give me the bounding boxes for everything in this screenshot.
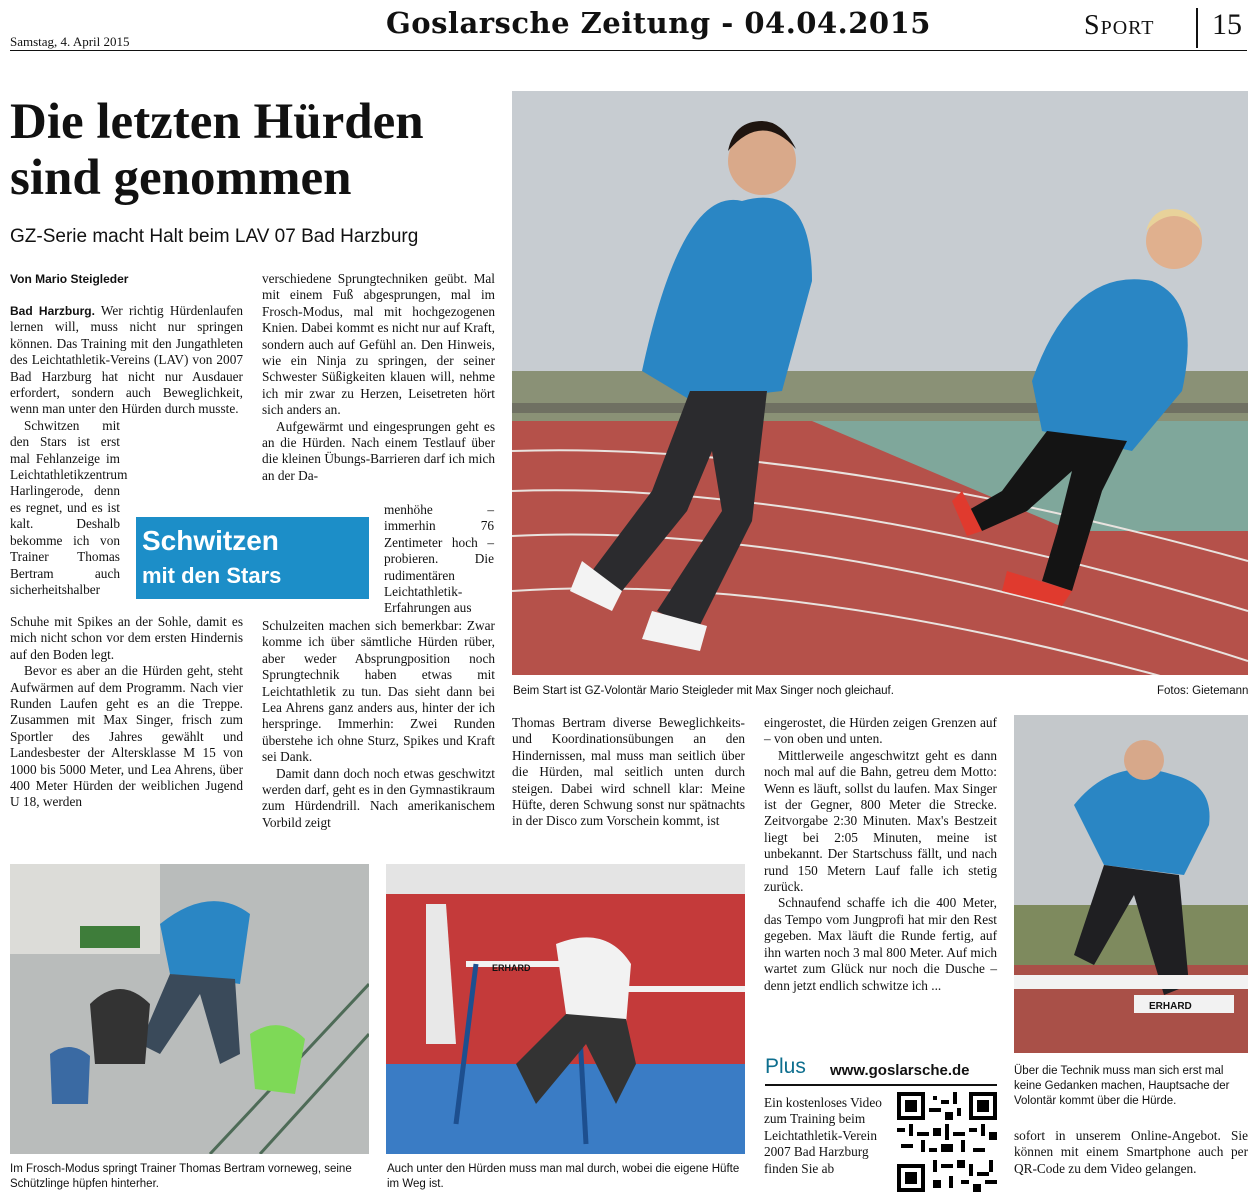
article-column-3 xyxy=(512,715,745,830)
badge-line-1: Schwitzen xyxy=(142,525,279,556)
paragraph: verschiedene Sprungtechniken geübt. Mal mit einem Fuß abgesprungen, mal im Frosch-Modus, mal mit hochgezogenen Knien. Dabei kommt es nicht nur auf Kraft, sondern auch auf Gefühl an. Den Hinweis, wie ein Ninja zu springen, der seiner Schwester Süßigkeiten klauen will, nehme ich mir zwar zu Herzen, Leisetreten hört sich anders an. xyxy=(262,271,495,418)
plus-rule xyxy=(765,1084,997,1086)
qr-code[interactable] xyxy=(897,1092,997,1192)
paragraph: Schulzeiten machen sich bemerkbar: Zwar komme ich über sämtliche Hürden rüber, aber weder Absprungposition noch Sprungtechnik haben etwas mit Leichtathletik zu tun. Das sieht dann bei Lea Ahrens ganz anders aus, hinter der ich herspringe. Immerhin: Zwei Runden überstehe ich ohne Sturz, Spikes und Kraft sei Dank. xyxy=(262,618,495,765)
article-column-4 xyxy=(764,715,997,994)
article-column-2 xyxy=(262,271,495,484)
main-photo xyxy=(512,91,1248,675)
plus-url[interactable]: www.goslarsche.de xyxy=(830,1062,970,1079)
paragraph: menhöhe – immerhin 76 Zentimeter hoch – probieren. Die rudimentären Leichtathletik-Erfahrungen aus xyxy=(384,502,494,616)
right-photo-caption: Über die Technik muss man sich erst mal keine Gedanken machen, Hauptsache der Volontär kommt über die Hürde. xyxy=(1014,1065,1230,1107)
paragraph: Mittlerweile angeschwitzt geht es dann noch mal auf die Bahn, getreu dem Motto: Wenn es läuft, sollst du laufen. Max Singer ist der Gegner, 800 Meter die Strecke. Zeitvorgabe 2:30 Minuten. Max's Bestzeit liegt bei 2:05 Minuten, meine ist unbekannt. Der Startschuss fällt, und nach rund 150 Metern Lauf falle ich stetig zurück. xyxy=(764,747,997,895)
paragraph: Damit dann doch noch etwas geschwitzt werden darf, geht es in den Gymnastikraum zum Hürdendrill. Nach amerikanischem Vorbild zeigt xyxy=(262,765,495,830)
paragraph: Ein kostenloses Video zum Training beim Leichtathletik-Verein 2007 Bad Harzburg finden Sie ab xyxy=(764,1095,882,1176)
main-photo-caption: Beim Start ist GZ-Volontär Mario Steigleder mit Max Singer noch gleichauf. xyxy=(513,685,894,697)
hurdle-brand: ERHARD xyxy=(1149,1001,1192,1012)
gym-photo-caption: Auch unter den Hürden muss man mal durch, wobei die eigene Hüfte im Weg ist. xyxy=(387,1163,740,1190)
badge-line-2: mit den Stars xyxy=(142,563,282,588)
paragraph-text: Wer richtig Hürdenlaufen lernen will, muss nicht nur springen können. Das Training mit den Jungathleten des Leichtathletik-Vereins (LAV) von 2007 Bad Harzburg hat nicht nur Ausdauer erfordert, sondern auch Beweglichkeit, wenn man unter den Hürden durch musste. xyxy=(10,303,243,417)
byline: Von Mario Steigleder xyxy=(10,272,129,286)
plus-text-continued xyxy=(1014,1128,1248,1177)
hurdle-brand: ERHARD xyxy=(492,963,531,973)
headline-line-1: Die letzten Hürden xyxy=(10,94,424,150)
paragraph-text: Schwitzen mit den Stars ist erst mal Fehlanzeige im Leichtathletikzentrum Harlingerode, denn es regnet, und es ist kalt. Deshalb bekomme ich von Trainer Thomas Bertram auch sicherheitshalber xyxy=(10,417,128,597)
gym-photo xyxy=(386,864,745,1154)
paragraph: eingerostet, die Hürden zeigen Grenzen auf – von oben und unten. xyxy=(764,715,997,747)
section-title: Sport xyxy=(1084,10,1155,41)
plus-text xyxy=(764,1095,884,1177)
article-column-2b xyxy=(262,618,495,831)
header-rule xyxy=(10,50,1247,51)
page-number: 15 xyxy=(1212,8,1242,41)
paragraph: Schnaufend schaffe ich die 400 Meter, das Tempo vom Jungprofi hat mir den Rest gegeben. Max läuft die Runde fertig, auf ihn warten noch 3 mal 800 Meter. Auf mich wartet zum Glück nur noch die Dusche – denn jetzt endlich schwitze ich ... xyxy=(764,895,998,993)
headline-line-2: sind genommen xyxy=(10,150,352,206)
article-column-2-wrap xyxy=(384,502,494,617)
paragraph: Aufgewärmt und eingesprungen geht es an die Hürden. Nach einem Testlauf über die kleinen Übungs-Barrieren darf ich mich an der Da- xyxy=(262,418,495,483)
issue-date: Samstag, 4. April 2015 xyxy=(10,34,130,49)
right-photo xyxy=(1014,715,1248,1053)
header-divider xyxy=(1196,8,1198,48)
paragraph: Thomas Bertram diverse Beweglichkeits- und Koordinationsübungen an den Hindernissen, mal muss man seitlich über die Hürden, mal seitlich unten durch steigen. Dabei wird schnell klar: Meine Hüfte, deren Schwung sonst nur spätnachts in der Disco zum Vorschein kommt, ist xyxy=(512,715,745,829)
paragraph: sofort in unserem Online-Angebot. Sie können mit einem Smartphone auch per QR-Code zu dem Video gelangen. xyxy=(1014,1128,1248,1176)
masthead: Goslarsche Zeitung - 04.04.2015 xyxy=(386,6,931,40)
dateline: Bad Harzburg. xyxy=(10,304,95,318)
frog-photo-caption: Im Frosch-Modus springt Trainer Thomas Bertram vorneweg, seine Schützlinge hüpfen hinterher. xyxy=(10,1163,352,1190)
headline xyxy=(10,94,505,206)
frog-photo xyxy=(10,864,369,1154)
paragraph: Schuhe mit Spikes an der Sohle, damit es mich nicht schon vor dem ersten Hindernis auf den Boden legt. xyxy=(10,614,243,662)
paragraph: Bevor es aber an die Hürden geht, steht Aufwärmen auf dem Programm. Nach vier Runden Laufen geht es an die Treppe. Zusammen mit Max Singer, frisch zum Sportler des Jahres gewählt und Landesbester der Altersklasse M 15 von 1000 bis 5000 Meter, und Lea Ahrens, über 400 Meter Hürden der weiblichen Jugend U 18, werden xyxy=(10,663,243,810)
paragraph xyxy=(10,303,243,418)
photo-credit: Fotos: Gietemann xyxy=(1157,685,1249,697)
series-badge xyxy=(136,517,369,599)
plus-logo: Plus xyxy=(765,1055,806,1078)
article-column-1b xyxy=(10,614,243,811)
subheadline: GZ-Serie macht Halt beim LAV 07 Bad Harzburg xyxy=(10,226,419,247)
